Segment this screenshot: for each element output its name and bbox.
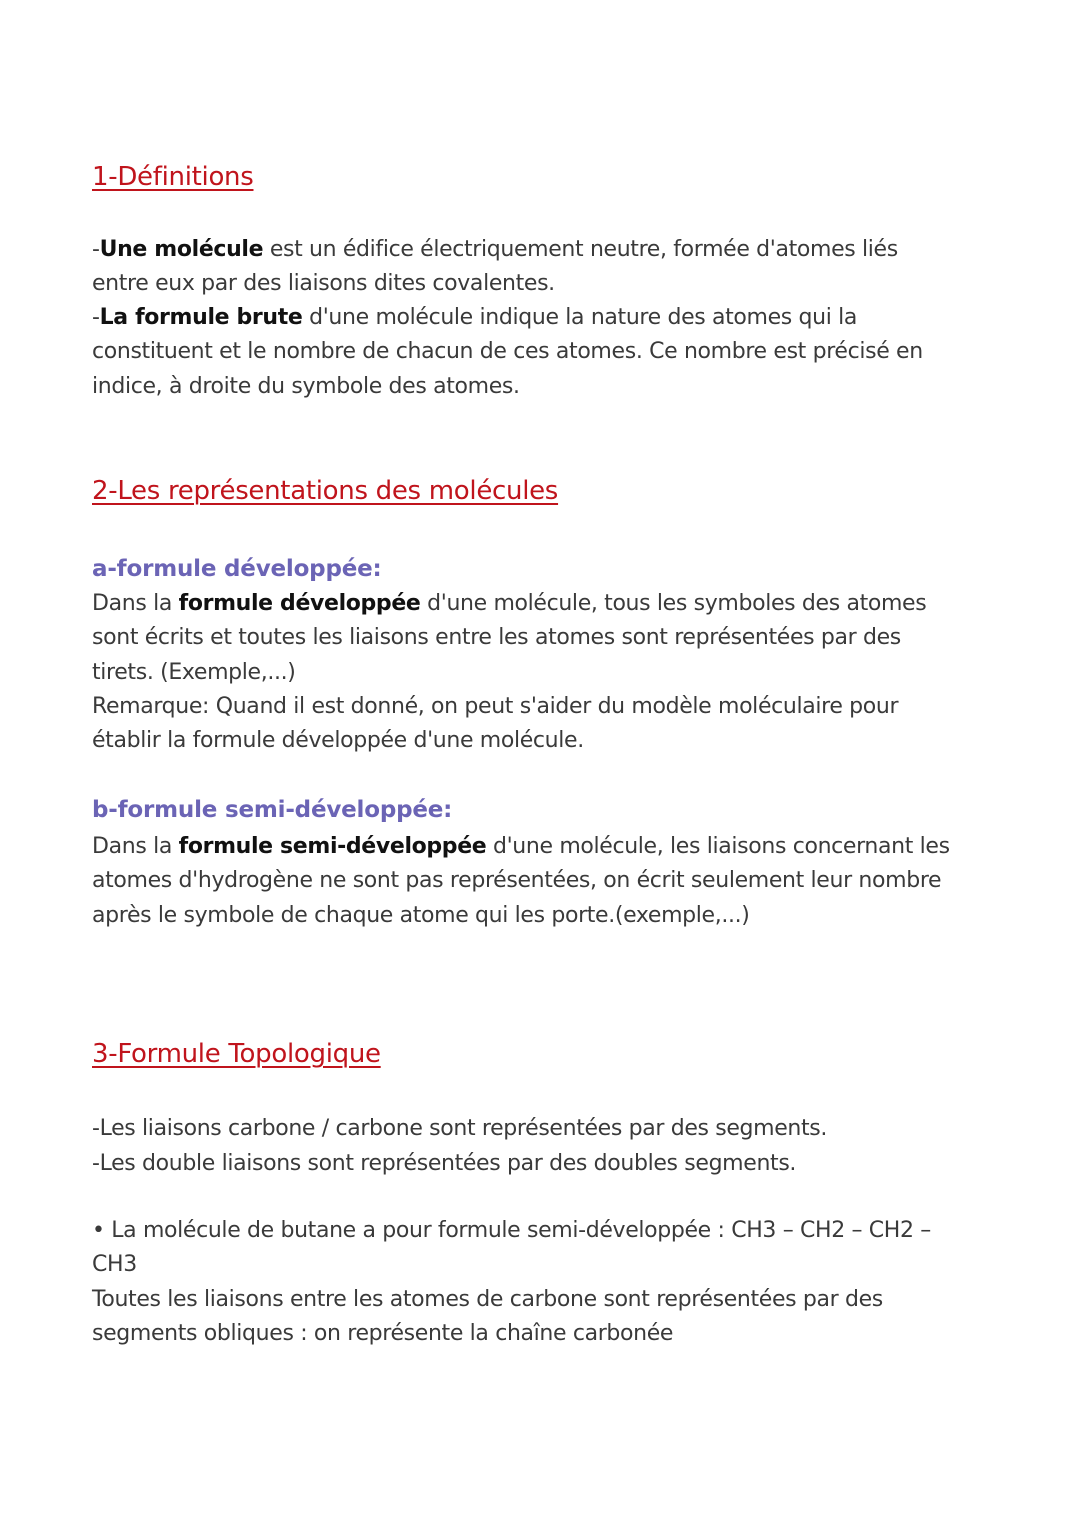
subsection-b-term: formule semi-développée (178, 834, 487, 859)
subsection-b-intro: Dans la (92, 834, 179, 859)
section-1-title: 1-Définitions (92, 162, 254, 192)
subsection-a-remark: Remarque: Quand il est donné, on peut s'aider du modèle moléculaire pour établir la formule développée d'une molécule. (92, 694, 899, 754)
subsection-a-text: d'une molécule, tous les symboles des atomes sont écrits et toutes les liaisons entre les atomes sont représentées par des tirets. (Exemple,...) (92, 591, 927, 685)
section-2-title: 2-Les représentations des molécules (92, 476, 559, 506)
definition-molecule-prefix: - (92, 237, 100, 262)
subsection-b-paragraph (92, 830, 952, 933)
definition-molecule (92, 233, 952, 302)
subsection-a-term: formule développée (178, 591, 421, 616)
topology-rule-single: -Les liaisons carbone / carbone sont représentées par des segments. (92, 1116, 828, 1141)
carbon-chain-text: Toutes les liaisons entre les atomes de carbone sont représentées par des segments obliques : on représente la chaîne carbonée (92, 1287, 883, 1347)
subsection-a-paragraph (92, 587, 952, 690)
definition-molecule-term: Une molécule (99, 237, 264, 262)
definition-molecule-text: est un édifice électriquement neutre, formée d'atomes liés entre eux par des liaisons dites covalentes. (92, 237, 898, 297)
section-3-title: 3-Formule Topologique (92, 1039, 381, 1069)
subsection-b-text: d'une molécule, les liaisons concernant les atomes d'hydrogène ne sont pas représentées, on écrit seulement leur nombre après le symbole de chaque atome qui les porte.(exemple,...) (92, 834, 950, 928)
subsection-a-intro: Dans la (92, 591, 179, 616)
topology-rule-double: -Les double liaisons sont représentées par des doubles segments. (92, 1151, 797, 1176)
definition-formule-brute-term: La formule brute (99, 305, 303, 330)
definition-formule-brute-text: d'une molécule indique la nature des atomes qui la constituent et le nombre de chacun de ces atomes. Ce nombre est précisé en indice, à droite du symbole des atomes. (92, 305, 923, 399)
butane-formula: • La molécule de butane a pour formule semi-développée : CH3 – CH2 – CH2 – CH3 (92, 1218, 931, 1278)
definition-formule-brute (92, 301, 952, 404)
subsection-b-title: b-formule semi-développée: (92, 797, 453, 823)
subsection-a-title: a-formule développée: (92, 556, 382, 582)
definition-formule-brute-prefix: - (92, 305, 100, 330)
